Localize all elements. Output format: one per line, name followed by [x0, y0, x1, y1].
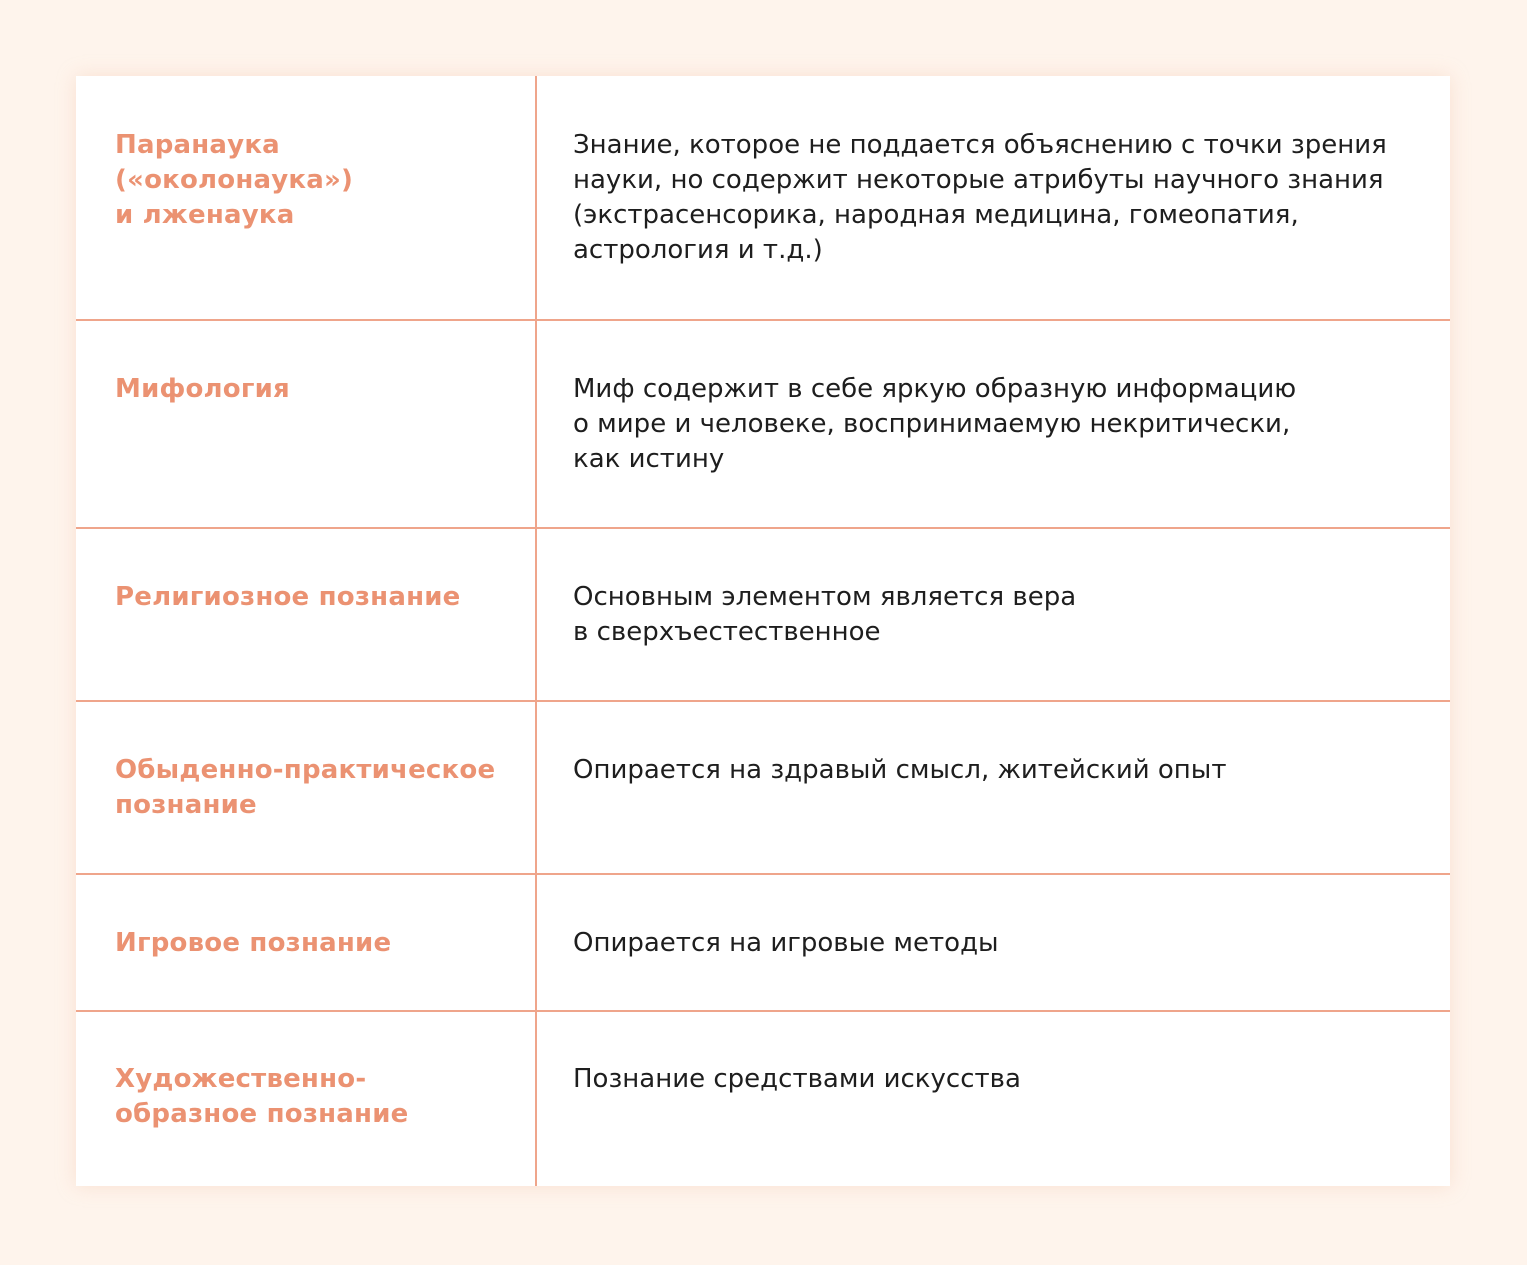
table-row: [76, 527, 1450, 702]
table-row: [76, 319, 1450, 529]
term-cell: Игровое познание: [115, 928, 392, 958]
definition-cell: Опирается на здравый смысл, житейский опыт: [573, 755, 1227, 785]
term-cell: Мифология: [115, 374, 290, 404]
term-cell: Религиозное познание: [115, 582, 461, 612]
definition-cell: Познание средствами искусства: [573, 1064, 1021, 1094]
table-row: [76, 873, 1450, 1012]
definition-cell: Миф содержит в себе яркую образную информацию о мире и человеке, воспринимаемую некритически, как истину: [573, 374, 1297, 474]
definition-cell: Опирается на игровые методы: [573, 928, 999, 958]
term-cell: Художественно- образное познание: [115, 1064, 409, 1129]
table-row: [76, 1010, 1450, 1186]
term-cell: Паранаука («околонаука») и лженаука: [115, 130, 354, 230]
definition-cell: Знание, которое не поддается объяснению с точки зрения науки, но содержит некоторые атрибуты научного знания (экстрасенсорика, народная медицина, гомеопатия, астрология и т.д.): [573, 130, 1387, 265]
term-cell: Обыденно-практическое познание: [115, 755, 496, 820]
table-row: [76, 76, 1450, 321]
knowledge-table: [76, 76, 1450, 1186]
definition-cell: Основным элементом является вера в сверхъестественное: [573, 582, 1077, 647]
table-row: [76, 700, 1450, 875]
